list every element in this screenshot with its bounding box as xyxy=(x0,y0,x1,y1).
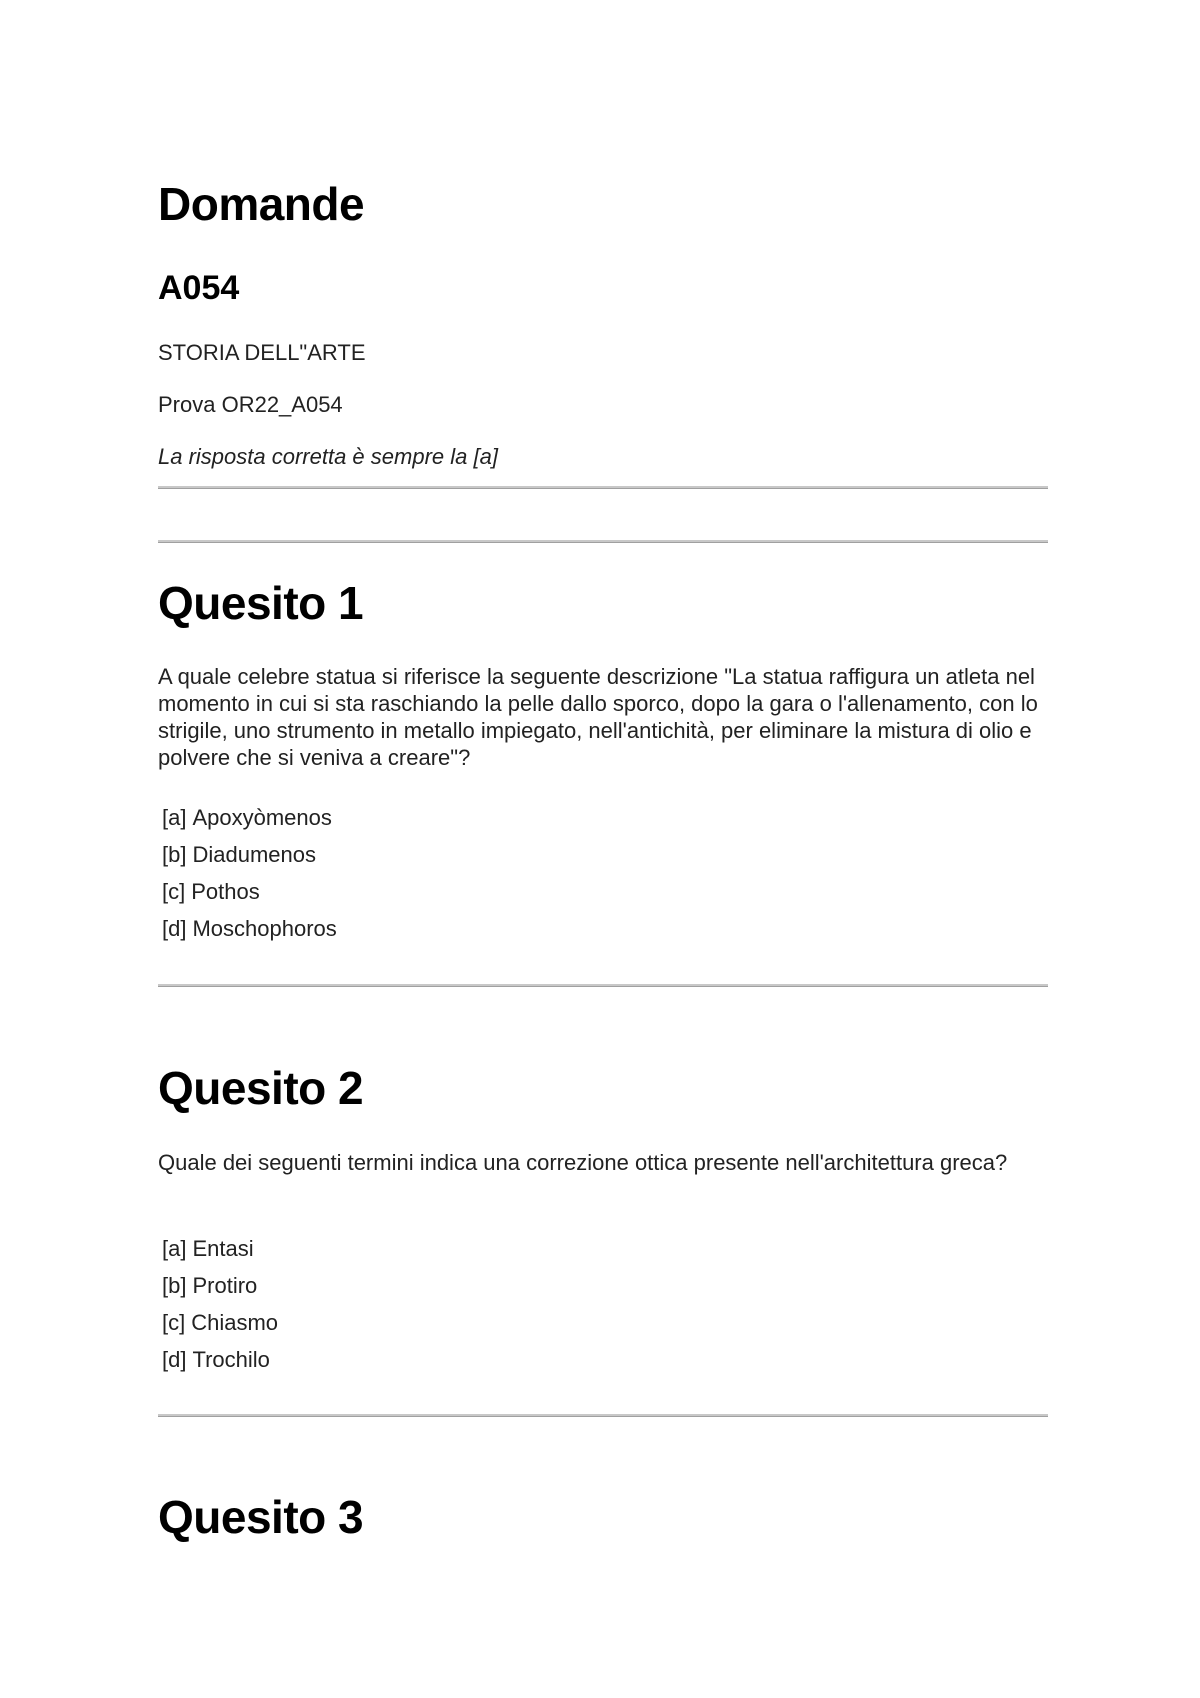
option-text: Trochilo xyxy=(192,1347,270,1372)
option-text: Chiasmo xyxy=(191,1310,279,1335)
option-text: Apoxyòmenos xyxy=(192,805,332,830)
answer-note: La risposta corretta è sempre la [a] xyxy=(158,444,498,469)
option-letter: [d] xyxy=(162,916,187,941)
option-text: Moschophoros xyxy=(192,916,337,941)
option-letter: [b] xyxy=(162,842,187,867)
answer-option xyxy=(162,1230,278,1267)
option-letter: [b] xyxy=(162,1273,187,1298)
option-letter: [d] xyxy=(162,1347,187,1372)
question-text: Quale dei seguenti termini indica una correzione ottica presente nell'architettura greca? xyxy=(158,1150,1008,1175)
option-text: Pothos xyxy=(191,879,260,904)
divider xyxy=(158,540,1048,543)
class-code: A054 xyxy=(158,269,240,307)
answer-option xyxy=(162,1341,278,1378)
subject-label: STORIA DELL"ARTE xyxy=(158,340,366,365)
answer-options xyxy=(162,1230,278,1378)
question-text: A quale celebre statua si riferisce la seguente descrizione "La statua raffigura un atleta nel momento in cui si sta raschiando la pelle dallo sporco, dopo la gara o l'allenamento, con lo strigile, uno strumento in metallo impiegato, nell'antichità, per eliminare la mistura di olio e polvere che si veniva a creare"? xyxy=(158,664,1038,770)
exam-label: Prova OR22_A054 xyxy=(158,392,343,417)
option-text: Entasi xyxy=(192,1236,254,1261)
option-text: Protiro xyxy=(192,1273,258,1298)
answer-option xyxy=(162,1304,278,1341)
divider xyxy=(158,984,1048,987)
answer-option xyxy=(162,910,337,947)
question-title: Quesito 3 xyxy=(158,1491,364,1543)
divider xyxy=(158,1414,1048,1417)
answer-option xyxy=(162,873,337,910)
question-title: Quesito 1 xyxy=(158,577,364,629)
option-text: Diadumenos xyxy=(192,842,316,867)
option-letter: [c] xyxy=(162,1310,186,1335)
page-title: Domande xyxy=(158,178,365,230)
divider xyxy=(158,486,1048,489)
option-letter: [a] xyxy=(162,1236,187,1261)
option-letter: [c] xyxy=(162,879,186,904)
answer-option xyxy=(162,1267,278,1304)
answer-option xyxy=(162,799,337,836)
answer-option xyxy=(162,836,337,873)
question-title: Quesito 2 xyxy=(158,1062,364,1114)
option-letter: [a] xyxy=(162,805,187,830)
answer-options xyxy=(162,799,337,947)
